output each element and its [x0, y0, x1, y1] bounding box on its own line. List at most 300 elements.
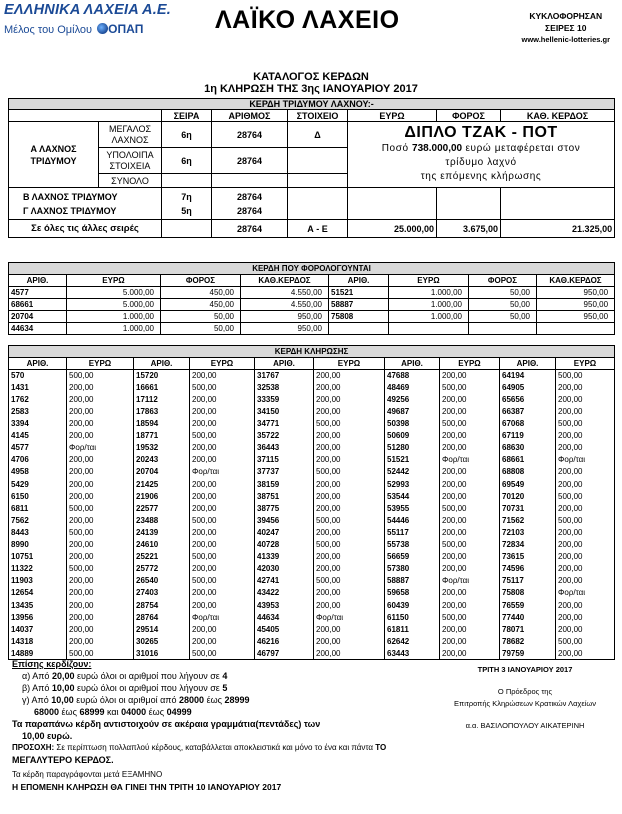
table-row: [9, 563, 615, 575]
amount-cell: 1.000,00: [389, 311, 469, 323]
prize-amount: 200,00: [190, 624, 255, 636]
prize-amount: Φορ/ται: [556, 454, 615, 466]
ticket-number: 31016: [134, 648, 190, 660]
prize-amount: 200,00: [314, 599, 385, 611]
ticket-number: 21425: [134, 479, 190, 491]
ticket-number: 65656: [500, 394, 556, 406]
table-row: [9, 599, 615, 611]
prize-amount: 200,00: [190, 587, 255, 599]
ticket-number: 5429: [9, 479, 67, 491]
c-series: 5η: [181, 205, 192, 216]
prize-amount: 200,00: [190, 563, 255, 575]
prize-amount: 500,00: [190, 430, 255, 442]
ticket-number: 70120: [500, 491, 556, 503]
amount-cell: 950,00: [537, 311, 615, 323]
draw-section-title: ΚΕΡΔΗ ΚΛΗΡΩΣΗΣ: [9, 346, 615, 358]
brand-name: ΕΛΛΗΝΙΚΑ ΛΑΧΕΙΑ Α.Ε.: [4, 2, 172, 18]
prize-amount: 200,00: [556, 466, 615, 478]
ticket-number: 49256: [385, 394, 440, 406]
prize-amount: 200,00: [67, 587, 134, 599]
all-series-label: Σε όλες τις άλλες σειρές: [9, 220, 162, 238]
prize-amount: 200,00: [314, 394, 385, 406]
draw-col-header: ΕΥΡΩ: [556, 358, 615, 370]
attention-label: ΠΡΟΣΟΧΗ:: [12, 743, 55, 752]
brand-opap: ΟΠΑΠ: [108, 22, 144, 36]
ticket-number: 55117: [385, 527, 440, 539]
prize-amount: 200,00: [440, 648, 500, 660]
table-row: [9, 418, 615, 430]
draw-col-header: ΕΥΡΩ: [314, 358, 385, 370]
prize-amount: 200,00: [556, 430, 615, 442]
col-series: ΣΕΙΡΑ: [162, 110, 212, 122]
ticket-number: 42741: [255, 575, 314, 587]
taxable-section-title: ΚΕΡΔΗ ΠΟΥ ΦΟΡΟΛΟΓΟΥΝΤΑΙ: [9, 263, 615, 275]
prize-amount: 200,00: [314, 430, 385, 442]
table-row: [9, 551, 615, 563]
draw-col-header: ΕΥΡΩ: [440, 358, 500, 370]
table-row: [9, 430, 615, 442]
all-tax: 3.675,00: [437, 220, 501, 238]
prize-amount: 200,00: [440, 406, 500, 418]
prize-amount: 200,00: [67, 382, 134, 394]
jackpot-line-2: τρίδυμο λαχνό: [445, 157, 517, 168]
prize-amount: 200,00: [190, 527, 255, 539]
table-row: [9, 311, 615, 323]
ticket-number: 19532: [134, 442, 190, 454]
ticket-number: 11903: [9, 575, 67, 587]
table-row: [9, 442, 615, 454]
amount-cell: 50,00: [469, 311, 537, 323]
amount-cell: [469, 323, 537, 335]
attention-line-2: ΜΕΓΑΛΥΤΕΡΟ ΚΕΡΔΟΣ.: [12, 755, 114, 765]
ticket-number: 69549: [500, 479, 556, 491]
ticket-number: 4145: [9, 430, 67, 442]
rest-number: 28764: [212, 148, 288, 174]
ticket-number: 13435: [9, 599, 67, 611]
b-number: 28764: [236, 191, 263, 202]
table-row: [9, 394, 615, 406]
ticket-number: 54446: [385, 515, 440, 527]
ticket-number: 6150: [9, 491, 67, 503]
amount-cell: 4.550,00: [241, 299, 329, 311]
rule-c: [12, 694, 452, 706]
c-ticket-label: Γ ΛΑΧΝΟΣ ΤΡΙΔΥΜΟΥ: [23, 205, 117, 216]
expiry-note: Τα κέρδη παραγράφονται μετά ΕΞΑΜΗΝΟ: [12, 770, 163, 779]
amount-cell: 1.000,00: [389, 287, 469, 299]
rest-series: 6η: [162, 148, 212, 174]
prize-amount: 200,00: [556, 599, 615, 611]
ticket-number: 75808: [500, 587, 556, 599]
ticket-number: 41339: [255, 551, 314, 563]
ticket-number: 32538: [255, 382, 314, 394]
ticket-number: 51521: [385, 454, 440, 466]
ticket-number: 47688: [385, 370, 440, 382]
prize-amount: 500,00: [314, 575, 385, 587]
prize-amount: 200,00: [67, 466, 134, 478]
ticket-number: 570: [9, 370, 67, 382]
prize-amount: 200,00: [440, 442, 500, 454]
prize-amount: 200,00: [556, 575, 615, 587]
ticket-number: 37115: [255, 454, 314, 466]
ticket-number: 64194: [500, 370, 556, 382]
prize-amount: 500,00: [556, 515, 615, 527]
prize-amount: 200,00: [556, 551, 615, 563]
amount-cell: 450,00: [161, 287, 241, 299]
all-element: Α - Ε: [288, 220, 348, 238]
amount-cell: 50,00: [469, 299, 537, 311]
prize-amount: 200,00: [556, 382, 615, 394]
prize-amount: 200,00: [440, 491, 500, 503]
prize-amount: 200,00: [314, 648, 385, 660]
prize-amount: 200,00: [440, 515, 500, 527]
prize-amount: 200,00: [314, 382, 385, 394]
ticket-number: 18771: [134, 430, 190, 442]
ticket-number: 44634: [255, 612, 314, 624]
ticket-number: 14318: [9, 636, 67, 648]
ticket-number: 53955: [385, 503, 440, 515]
rule-a-digit: 4: [222, 671, 228, 681]
prize-amount: 200,00: [440, 587, 500, 599]
draw-col-header: ΑΡΙΘ.: [255, 358, 314, 370]
ticket-number: 57380: [385, 563, 440, 575]
amount-cell: 1.000,00: [389, 299, 469, 311]
prize-amount: 500,00: [190, 648, 255, 660]
rule-c-to-word: έως: [206, 695, 222, 705]
above-amount: 10,00 ευρώ.: [22, 731, 73, 741]
ticket-number: 60439: [385, 599, 440, 611]
signature-block: [430, 664, 620, 732]
ticket-number: 13956: [9, 612, 67, 624]
rule-b-pre: β) Από: [22, 683, 50, 693]
ticket-number: 4577: [9, 287, 67, 299]
circulation-label: ΚΥΚΛΟΦΟΡΗΣΑΝ: [529, 11, 603, 21]
prize-amount: 200,00: [314, 442, 385, 454]
ticket-number: 52442: [385, 466, 440, 478]
brand-sub-text: Μέλος του Ομίλου: [4, 24, 93, 36]
rule-a-pre: α) Από: [22, 671, 50, 681]
prize-amount: 200,00: [314, 370, 385, 382]
rest-elements-label: ΥΠΟΛΟΙΠΑ ΣΤΟΙΧΕΙΑ: [99, 148, 162, 174]
prize-amount: 500,00: [67, 370, 134, 382]
rule-c-text: ευρώ όλοι οι αριθμοί από: [76, 695, 177, 705]
table-row: [9, 636, 615, 648]
prize-amount: 200,00: [67, 515, 134, 527]
c-number: 28764: [236, 205, 263, 216]
draw-prizes-table: [8, 345, 615, 660]
table-row: [9, 479, 615, 491]
catalog-title: ΚΑΤΑΛΟΓΟΣ ΚΕΡΔΩΝ: [253, 71, 369, 83]
all-number: 28764: [212, 220, 288, 238]
amount-cell: 950,00: [241, 311, 329, 323]
ticket-number: 37737: [255, 466, 314, 478]
ticket-number: 26540: [134, 575, 190, 587]
attention-note: [12, 742, 452, 754]
attention-end: ΤΟ: [375, 743, 387, 752]
ticket-number: 38751: [255, 491, 314, 503]
tax-col-header: ΚΑΘ.ΚΕΡΔΟΣ: [537, 275, 615, 287]
ticket-number: 15720: [134, 370, 190, 382]
rule-b-text: ευρώ όλοι οι αριθμοί που λήγουν σε: [76, 683, 220, 693]
prize-amount: 500,00: [440, 503, 500, 515]
signature-name: α.α. ΒΑΣΙΛΟΠΟΥΛΟΥ ΑΙΚΑΤΕΡΙΝΗ: [465, 721, 585, 730]
website-url: www.hellenic-lotteries.gr: [521, 35, 610, 44]
prize-amount: 200,00: [190, 599, 255, 611]
prize-amount: 200,00: [440, 599, 500, 611]
prize-amount: 200,00: [556, 624, 615, 636]
bc-ticket-labels: [9, 188, 162, 220]
next-draw-note: Η ΕΠΟΜΕΝΗ ΚΛΗΡΩΣΗ ΘΑ ΓΙΝΕΙ ΤΗΝ ΤΡΙΤΗ 10 ΙΑΝΟΥΑΡΙΟΥ 2017: [12, 782, 282, 792]
prize-amount: 200,00: [67, 479, 134, 491]
prize-amount: 200,00: [314, 454, 385, 466]
prize-amount: Φορ/ται: [556, 587, 615, 599]
ticket-number: 78071: [500, 624, 556, 636]
prize-amount: Φορ/ται: [190, 612, 255, 624]
ticket-number: 3394: [9, 418, 67, 430]
prize-amount: 500,00: [556, 636, 615, 648]
total-label: ΣΥΝΟΛΟ: [99, 174, 162, 188]
ticket-number: 58887: [385, 575, 440, 587]
big-series: 6η: [162, 122, 212, 148]
prize-amount: 200,00: [67, 599, 134, 611]
prize-amount: 500,00: [440, 418, 500, 430]
prize-amount: 200,00: [190, 539, 255, 551]
prize-amount: Φορ/ται: [314, 612, 385, 624]
also-win-heading: Επίσης κερδίζουν:: [12, 659, 92, 669]
table-row: [9, 575, 615, 587]
prize-amount: 500,00: [67, 563, 134, 575]
prize-amount: 200,00: [67, 539, 134, 551]
prize-amount: 200,00: [67, 636, 134, 648]
prize-amount: 200,00: [314, 636, 385, 648]
amount-cell: 5.000,00: [67, 299, 161, 311]
prize-amount: 200,00: [556, 442, 615, 454]
ticket-number: 63443: [385, 648, 440, 660]
rule-a: [12, 670, 452, 682]
ticket-number: 38775: [255, 503, 314, 515]
tax-col-header: ΕΥΡΩ: [389, 275, 469, 287]
ticket-number: 10751: [9, 551, 67, 563]
above-note: Τα παραπάνω κέρδη αντιστοιχούν σε ακέραια γραμμάτια(πεντάδες) των: [12, 719, 321, 729]
brand-logo: [4, 2, 194, 36]
ticket-number: 21906: [134, 491, 190, 503]
prize-amount: 200,00: [67, 575, 134, 587]
draw-col-header: ΑΡΙΘ.: [134, 358, 190, 370]
ticket-number: 4706: [9, 454, 67, 466]
prize-amount: 200,00: [440, 551, 500, 563]
table-row: [9, 299, 615, 311]
footer-notes: [12, 658, 452, 793]
amount-cell: 950,00: [537, 287, 615, 299]
rule-c2-from2: 04000: [121, 707, 147, 717]
ticket-number: 38159: [255, 479, 314, 491]
b-series: 7η: [181, 191, 192, 202]
jackpot-pre: Ποσό: [381, 143, 409, 154]
prize-amount: 200,00: [190, 479, 255, 491]
jackpot-title: ΔΙΠΛΟ ΤΖΑΚ - ΠΟΤ: [404, 124, 558, 141]
prize-amount: 200,00: [67, 454, 134, 466]
prize-amount: 200,00: [556, 563, 615, 575]
draw-col-header: ΑΡΙΘ.: [9, 358, 67, 370]
table-row: [9, 503, 615, 515]
ticket-number: 25772: [134, 563, 190, 575]
prize-amount: 500,00: [190, 551, 255, 563]
table-row: [9, 527, 615, 539]
ticket-number: 66387: [500, 406, 556, 418]
ticket-number: 20704: [9, 311, 67, 323]
ticket-number: 62642: [385, 636, 440, 648]
prize-amount: 500,00: [440, 612, 500, 624]
col-tax: ΦΟΡΟΣ: [437, 110, 501, 122]
ticket-number: 61811: [385, 624, 440, 636]
prize-amount: Φορ/ται: [67, 442, 134, 454]
ticket-number: 40728: [255, 539, 314, 551]
all-euro: 25.000,00: [348, 220, 437, 238]
prize-amount: 500,00: [314, 539, 385, 551]
tax-col-header: ΚΑΘ.ΚΕΡΔΟΣ: [241, 275, 329, 287]
rule-c-pre: γ) Από: [22, 695, 49, 705]
ticket-number: 46797: [255, 648, 314, 660]
ticket-number: 46216: [255, 636, 314, 648]
ticket-number: 39456: [255, 515, 314, 527]
draw-col-header: ΑΡΙΘ.: [500, 358, 556, 370]
table-row: [9, 406, 615, 418]
amount-cell: 50,00: [469, 287, 537, 299]
col-net: ΚΑΘ. ΚΕΡΔΟΣ: [501, 110, 615, 122]
ticket-number: 28764: [134, 612, 190, 624]
ticket-number: 77440: [500, 612, 556, 624]
ticket-number: 33359: [255, 394, 314, 406]
table-row: [9, 539, 615, 551]
page-title: ΛΑΪΚΟ ΛΑΧΕΙΟ: [215, 6, 400, 34]
prize-amount: 200,00: [314, 551, 385, 563]
prize-amount: 500,00: [556, 491, 615, 503]
rule-c2-to2: 04999: [166, 707, 192, 717]
ticket-number: 75808: [329, 311, 389, 323]
ticket-number: 52993: [385, 479, 440, 491]
ticket-number: 59658: [385, 587, 440, 599]
prize-amount: 200,00: [556, 648, 615, 660]
ticket-number: 49687: [385, 406, 440, 418]
ticket-number: 24139: [134, 527, 190, 539]
prize-amount: 200,00: [190, 454, 255, 466]
prize-amount: 200,00: [190, 418, 255, 430]
rule-b-digit: 5: [222, 683, 228, 693]
ticket-number: 14037: [9, 624, 67, 636]
prize-amount: 200,00: [314, 479, 385, 491]
ticket-number: 68808: [500, 466, 556, 478]
opap-logo-icon: [97, 23, 108, 34]
ticket-number: 17112: [134, 394, 190, 406]
prize-amount: 200,00: [67, 491, 134, 503]
amount-cell: 50,00: [161, 311, 241, 323]
jackpot-text: [350, 142, 612, 184]
ticket-number: 8990: [9, 539, 67, 551]
prize-amount: 200,00: [314, 527, 385, 539]
tax-col-header: ΦΟΡΟΣ: [469, 275, 537, 287]
ticket-number: 72834: [500, 539, 556, 551]
prize-amount: 500,00: [556, 418, 615, 430]
col-number: ΑΡΙΘΜΟΣ: [212, 110, 288, 122]
prize-amount: 200,00: [190, 394, 255, 406]
table-row: [9, 382, 615, 394]
prize-amount: 200,00: [67, 624, 134, 636]
table-row: [9, 612, 615, 624]
prize-amount: 200,00: [190, 370, 255, 382]
rule-c2-from: 68000: [34, 707, 60, 717]
rule-b-amount: 10,00: [51, 683, 75, 693]
jackpot-post: ευρώ μεταφέρεται στον: [465, 143, 581, 154]
ticket-number: 48469: [385, 382, 440, 394]
signature-chair: Ο Πρόεδρος της: [497, 687, 553, 696]
amount-cell: 950,00: [537, 299, 615, 311]
prize-amount: 200,00: [314, 406, 385, 418]
ticket-number: 12654: [9, 587, 67, 599]
prize-amount: 200,00: [67, 406, 134, 418]
ticket-number: 31767: [255, 370, 314, 382]
rule-c2-and: και: [107, 707, 119, 717]
prize-amount: 200,00: [556, 479, 615, 491]
ticket-number: 17863: [134, 406, 190, 418]
prize-amount: 500,00: [556, 370, 615, 382]
amount-cell: 4.550,00: [241, 287, 329, 299]
ticket-number: 71562: [500, 515, 556, 527]
prize-amount: 200,00: [440, 394, 500, 406]
rule-c-continued: [12, 706, 452, 718]
prize-amount: 500,00: [190, 515, 255, 527]
prize-amount: 200,00: [314, 503, 385, 515]
prize-amount: 200,00: [440, 527, 500, 539]
table-row: [9, 587, 615, 599]
draw-col-header: ΕΥΡΩ: [67, 358, 134, 370]
signature-committee: Επιτροπής Κληρώσεων Κρατικών Λαχείων: [454, 699, 596, 708]
prize-amount: 500,00: [67, 648, 134, 660]
tax-col-header: ΑΡΙΘ.: [329, 275, 389, 287]
ticket-number: 25221: [134, 551, 190, 563]
prize-amount: 200,00: [190, 503, 255, 515]
ticket-number: 34150: [255, 406, 314, 418]
jackpot-line-3: της επόμενης κλήρωσης: [420, 171, 542, 182]
jackpot-amount: 738.000,00: [412, 143, 463, 154]
prize-amount: 500,00: [314, 418, 385, 430]
tax-col-header: ΕΥΡΩ: [67, 275, 161, 287]
prize-amount: 200,00: [190, 442, 255, 454]
ticket-number: 51280: [385, 442, 440, 454]
catalog-subtitle: 1η ΚΛΗΡΩΣΗ ΤΗΣ 3ης ΙΑΝΟΥΑΡΙΟΥ 2017: [204, 83, 418, 95]
prize-amount: 500,00: [440, 382, 500, 394]
ticket-number: 2583: [9, 406, 67, 418]
prize-amount: 200,00: [67, 394, 134, 406]
prize-amount: 200,00: [67, 430, 134, 442]
ticket-number: 11322: [9, 563, 67, 575]
prize-amount: 200,00: [440, 479, 500, 491]
prize-amount: 200,00: [556, 539, 615, 551]
amount-cell: [537, 323, 615, 335]
ticket-number: 28754: [134, 599, 190, 611]
tax-col-header: ΦΟΡΟΣ: [161, 275, 241, 287]
ticket-number: 23488: [134, 515, 190, 527]
prize-amount: Φορ/ται: [190, 466, 255, 478]
prize-amount: 200,00: [314, 563, 385, 575]
amount-cell: 950,00: [241, 323, 329, 335]
ticket-number: 68661: [9, 299, 67, 311]
ticket-number: 6811: [9, 503, 67, 515]
col-element: ΣΤΟΙΧΕΙΟ: [288, 110, 348, 122]
tax-col-header: ΑΡΙΘ.: [9, 275, 67, 287]
ticket-number: 16661: [134, 382, 190, 394]
ticket-number: 30265: [134, 636, 190, 648]
ticket-number: [329, 323, 389, 335]
ticket-number: 53544: [385, 491, 440, 503]
